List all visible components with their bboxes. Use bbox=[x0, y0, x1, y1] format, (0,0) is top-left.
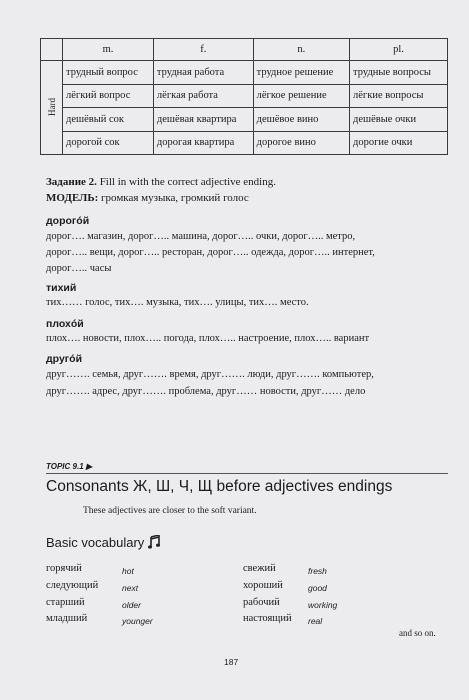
vocab-word: хороший bbox=[243, 580, 283, 591]
vocab-translation: fresh bbox=[308, 566, 327, 576]
table-row bbox=[41, 84, 448, 107]
table-cell: дорогой сок bbox=[63, 131, 154, 154]
table-row bbox=[41, 108, 448, 131]
section-word: плохóй bbox=[46, 318, 84, 330]
exercise-line: плох…. новости, плох….. погода, плох….. настроение, плох….. вариант bbox=[46, 333, 370, 344]
table-cell: дорогое вино bbox=[253, 131, 349, 154]
vocab-word: настоящий bbox=[243, 613, 292, 624]
exercise-line: дорог….. вещи, дорог….. ресторан, дорог….. одежда, дорог….. интернет, bbox=[46, 247, 375, 258]
table-cell: лёгкие вопросы bbox=[350, 84, 448, 107]
header-plural: pl. bbox=[350, 39, 448, 61]
exercise-line: друг……. адрес, друг……. проблема, друг…… новости, друг…… дело bbox=[46, 386, 366, 397]
exercise-line: друг……. семья, друг……. время, друг……. люди, друг……. компьютер, bbox=[46, 369, 374, 380]
vocab-word: рабочий bbox=[243, 597, 280, 608]
table-cell: трудное решение bbox=[253, 61, 349, 84]
vocab-word: свежий bbox=[243, 563, 276, 574]
exercise-line: тих…… голос, тих…. музыка, тих…. улицы, тих…. место. bbox=[46, 297, 309, 308]
vocab-word: старший bbox=[46, 597, 85, 608]
topic-title: Consonants Ж, Ш, Ч, Щ before adjectives endings bbox=[46, 478, 393, 495]
exercise-line: дорог…. магазин, дорог….. машина, дорог….. очки, дорог….. метро, bbox=[46, 231, 356, 242]
header-masculine: m. bbox=[63, 39, 154, 61]
vocab-word: младший bbox=[46, 613, 88, 624]
topic-divider bbox=[46, 473, 448, 474]
table-cell: дешёвое вино bbox=[253, 108, 349, 131]
section-word: другóй bbox=[46, 353, 83, 365]
exercise-line: дорог….. часы bbox=[46, 263, 112, 274]
table-cell: лёгкое решение bbox=[253, 84, 349, 107]
topic-label: TOPIC 9.1 ▶ bbox=[46, 462, 93, 471]
table-corner-cell bbox=[41, 39, 63, 61]
adjective-table bbox=[40, 38, 448, 155]
section-word: дорогóй bbox=[46, 215, 90, 227]
table-cell: трудный вопрос bbox=[63, 61, 154, 84]
table-cell: дорогие очки bbox=[350, 131, 448, 154]
vocab-translation: older bbox=[122, 600, 141, 610]
header-feminine: f. bbox=[153, 39, 253, 61]
table-cell: дешёвые очки bbox=[350, 108, 448, 131]
table-header-row bbox=[41, 39, 448, 61]
topic-note: These adjectives are closer to the soft variant. bbox=[83, 506, 257, 516]
and-so-on-text: and so on. bbox=[399, 628, 436, 638]
vocab-translation: younger bbox=[122, 616, 153, 626]
page-number: 187 bbox=[224, 657, 239, 667]
vocab-word: горячий bbox=[46, 563, 82, 574]
table-row bbox=[41, 131, 448, 154]
table-cell: лёгкая работа bbox=[153, 84, 253, 107]
section-word: тихий bbox=[46, 282, 77, 294]
exercise-model: МОДЕЛЬ: громкая музыка, громкий голос bbox=[46, 192, 249, 204]
table-cell: трудная работа bbox=[153, 61, 253, 84]
vocab-heading: Basic vocabulary bbox=[46, 535, 160, 550]
table-cell: дорогая квартира bbox=[153, 131, 253, 154]
table-cell: лёгкий вопрос bbox=[63, 84, 154, 107]
table-cell: дешёвый сок bbox=[63, 108, 154, 131]
table-cell: трудные вопросы bbox=[350, 61, 448, 84]
header-neuter: n. bbox=[253, 39, 349, 61]
vocab-translation: next bbox=[122, 583, 139, 593]
vocab-word: следующий bbox=[46, 580, 99, 591]
vocab-translation: hot bbox=[122, 566, 134, 576]
table-row bbox=[41, 61, 448, 84]
vocab-translation: working bbox=[308, 600, 338, 610]
exercise-title: Задание 2. Fill in with the correct adjective ending. bbox=[46, 176, 276, 188]
music-note-icon bbox=[148, 535, 160, 549]
table-cell: дешёвая квартира bbox=[153, 108, 253, 131]
hard-side-label: Hard bbox=[41, 61, 63, 155]
vocab-translation: real bbox=[308, 616, 323, 626]
vocab-translation: good bbox=[308, 583, 327, 593]
